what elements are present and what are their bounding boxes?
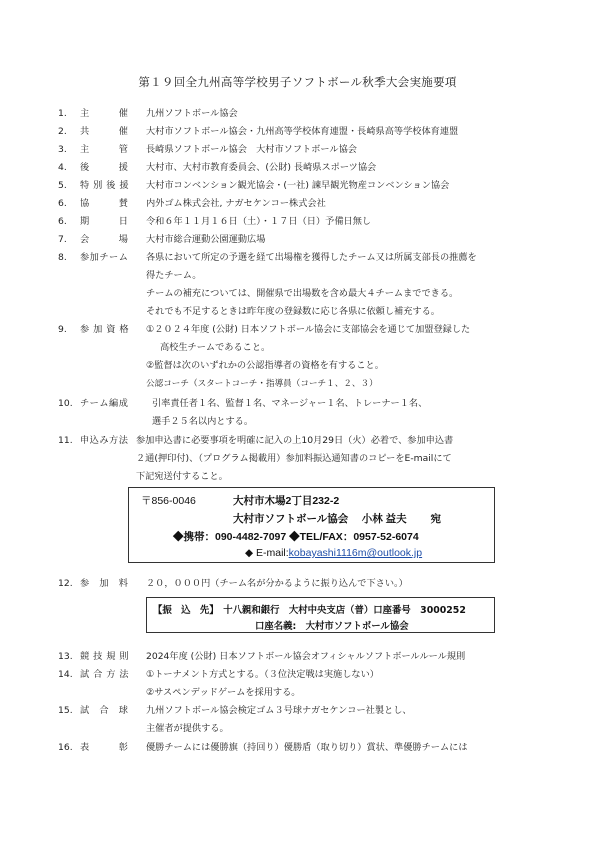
item-value: ②監督は次のいずれかの公認指導者の資格を有すること。 xyxy=(146,360,384,371)
item-label: 競 技 規 則 xyxy=(80,651,130,662)
item-label: 主 催 xyxy=(80,108,129,119)
item-label: 期 日 xyxy=(80,216,129,227)
item-label: 申込み方法 xyxy=(80,435,129,446)
item-value: 優勝チームには優勝旗（持回り）優勝盾（取り切り）賞状、準優勝チームには xyxy=(146,742,468,753)
item-number: 5. xyxy=(58,180,67,191)
item-value: ２０，０００円（チーム名が分かるように振り込んで下さい。） xyxy=(146,578,408,589)
item-label: 表 彰 xyxy=(80,742,129,753)
item-value: 引率責任者１名、監督１名、マネージャー１名、トレーナー１名、 xyxy=(152,398,428,409)
item-value: 高校生チームであること。 xyxy=(160,342,271,353)
item-label: チーム編成 xyxy=(80,398,129,409)
email-link[interactable]: kobayashi1116m@outlook.jp xyxy=(288,547,423,559)
item-value: 得たチーム。 xyxy=(146,270,202,281)
item-value: 公認コーチ（スタートコーチ・指導員（コーチ１、２、３） xyxy=(146,379,378,389)
item-value: 大村市コンベンション観光協会・(一社) 諫早観光物産コンベンション協会 xyxy=(146,180,450,191)
item-number: 3. xyxy=(58,144,67,155)
item-label: 参加チーム xyxy=(80,252,129,263)
item-number: 4. xyxy=(58,162,67,173)
bank-account-line: 【振 込 先】 十八親和銀行 大村中央支店（普）口座番号 3000252 xyxy=(153,605,466,616)
email-label: ◆ E-mail: xyxy=(245,547,289,559)
item-value: 2024年度 (公財) 日本ソフトボール協会オフィシャルソフトボールルール規則 xyxy=(146,651,466,662)
contact-box xyxy=(128,487,495,563)
item-value: 参加申込書に必要事項を明確に記入の上10月29日（火）必着で、参加申込書 xyxy=(136,435,454,446)
item-number: 6. xyxy=(58,216,67,227)
item-value: 大村市、大村市教育委員会、(公財) 長崎県スポーツ協会 xyxy=(146,162,377,173)
item-number: 12. xyxy=(58,578,73,589)
contact-email-row xyxy=(245,547,422,559)
item-number: 15. xyxy=(58,705,73,716)
document-title: 第１９回全九州高等学校男子ソフトボール秋季大会実施要項 xyxy=(138,75,457,89)
item-number: 8. xyxy=(58,252,67,263)
item-label: 特 別 後 援 xyxy=(80,180,130,191)
item-value: 下記宛送付すること。 xyxy=(136,471,228,482)
item-value: ２通(押印付)、（プログラム掲載用）参加料振込通知書のコピーをE-mailにて xyxy=(136,453,452,464)
item-label: 主 管 xyxy=(80,144,129,155)
item-value: ①２０２４年度 (公財) 日本ソフトボール協会に支部協会を通じて加盟登録した xyxy=(146,324,471,335)
item-number: 13. xyxy=(58,651,73,662)
item-label: 後 援 xyxy=(80,162,129,173)
item-value: 九州ソフトボール協会検定ゴム３号球ナガセケンコー社製とし、 xyxy=(146,705,412,716)
contact-phones: ◆携帯：090-4482-7097 ◆TEL/FAX：0957-52-6074 xyxy=(173,531,419,543)
postal-code: 〒856-0046 xyxy=(141,495,196,507)
contact-organization: 大村市ソフトボール協会 小林 益夫 宛 xyxy=(233,513,442,525)
item-value: 選手２５名以内とする。 xyxy=(152,416,254,427)
item-number: 14. xyxy=(58,669,73,680)
item-number: 7. xyxy=(58,234,67,245)
item-label: 参 加 料 xyxy=(80,578,129,589)
item-value: それでも不足するときは昨年度の登録数に応じ各県に依頼し補充する。 xyxy=(146,306,440,317)
item-value: チームの補充については、開催県で出場数を含め最大４チームまでできる。 xyxy=(146,288,459,299)
item-label: 会 場 xyxy=(80,234,129,245)
item-label: 協 賛 xyxy=(80,198,129,209)
item-number: 16. xyxy=(58,742,73,753)
item-value: 主催者が提供する。 xyxy=(146,723,229,734)
item-label: 共 催 xyxy=(80,126,129,137)
bank-transfer-box xyxy=(146,597,495,633)
bank-account-holder: 口座名義: 大村市ソフトボール協会 xyxy=(255,621,409,632)
item-number: 6. xyxy=(58,198,67,209)
item-number: 11. xyxy=(58,435,73,446)
item-value: 令和６年１１月１６日（土）・１７日（日）予備日無し xyxy=(146,216,372,227)
item-label: 試 合 球 xyxy=(80,705,129,716)
item-number: 1. xyxy=(58,108,67,119)
item-label: 試 合 方 法 xyxy=(80,669,130,680)
item-value: 内外ゴム株式会社, ナガセケンコー株式会社 xyxy=(146,198,326,209)
item-value: 大村市総合運動公園運動広場 xyxy=(146,234,266,245)
item-value: 各県において所定の予選を経て出場権を獲得したチーム又は所属支部長の推薦を xyxy=(146,252,477,263)
item-value: 九州ソフトボール協会 xyxy=(146,108,238,119)
item-value: ①トーナメント方式とする。（３位決定戦は実施しない） xyxy=(146,669,379,680)
contact-address: 大村市木場2丁目232-2 xyxy=(233,495,340,507)
item-value: ②サスペンデッドゲームを採用する。 xyxy=(146,687,301,698)
item-value: 長崎県ソフトボール協会 大村市ソフトボール協会 xyxy=(146,144,357,155)
item-number: 10. xyxy=(58,398,73,409)
item-label: 参 加 資 格 xyxy=(80,324,130,335)
item-number: 2. xyxy=(58,126,67,137)
item-value: 大村市ソフトボール協会・九州高等学校体育連盟・長崎県高等学校体育連盟 xyxy=(146,126,459,137)
item-number: 9. xyxy=(58,324,67,335)
